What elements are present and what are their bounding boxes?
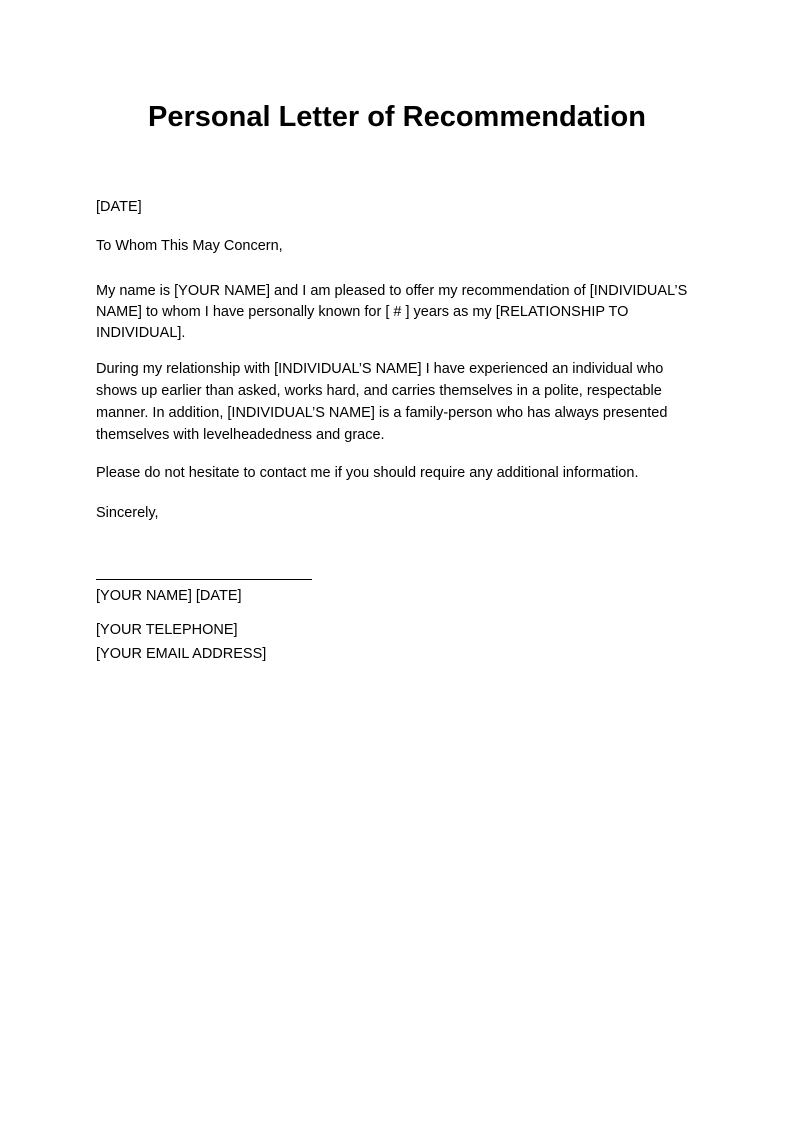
signature-telephone: [YOUR TELEPHONE] <box>96 622 238 638</box>
closing: Sincerely, <box>96 505 159 521</box>
signature-email: [YOUR EMAIL ADDRESS] <box>96 646 267 662</box>
letter-date: [DATE] <box>96 199 142 215</box>
signature-line <box>96 579 312 580</box>
signature-name-date: [YOUR NAME] [DATE] <box>96 588 242 604</box>
paragraph-experience: During my relationship with [INDIVIDUAL’S NAME] I have experienced an individual who shows up earlier than asked, works hard, and carries themselves in a polite, respectable manner. In addition, [INDIVIDUAL’S NAME] is a family-person who has always presented themselves with levelheadedness and grace. <box>96 361 668 443</box>
paragraph-contact: Please do not hesitate to contact me if you should require any additional information. <box>96 465 639 481</box>
paragraph-introduction: My name is [YOUR NAME] and I am pleased to offer my recommendation of [INDIVIDUAL’S NAME] to whom I have personally known for [ # ] years as my [RELATIONSHIP TO INDIVIDUAL]. <box>96 283 688 341</box>
salutation: To Whom This May Concern, <box>96 238 283 254</box>
letter-title: Personal Letter of Recommendation <box>148 101 646 133</box>
